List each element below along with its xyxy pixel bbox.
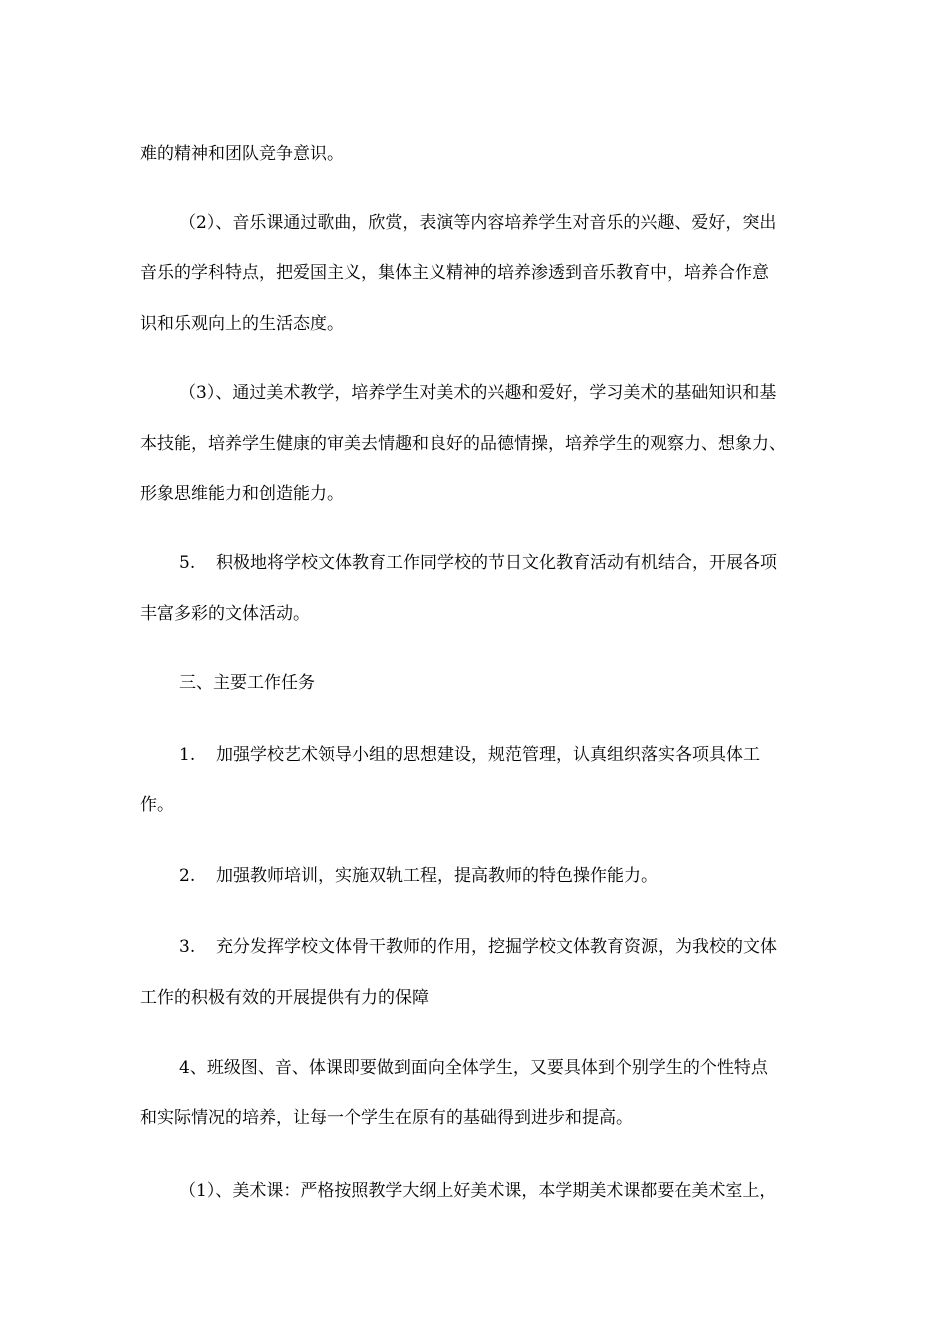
paragraph-line: 工作的积极有效的开展提供有力的保障 [140,988,429,1008]
paragraph-line: 识和乐观向上的生活态度。 [140,314,344,334]
paragraph-line: 本技能，培养学生健康的审美去情趣和良好的品德情操，培养学生的观察力、想象力、 [140,434,786,454]
list-text: 加强教师培训，实施双轨工程，提高教师的特色操作能力。 [216,866,658,886]
paragraph-line: （1）、美术课：严格按照教学大纲上好美术课，本学期美术课都要在美术室上， [179,1181,777,1201]
paragraph-line: 难的精神和团队竞争意识。 [140,144,344,164]
list-number: 5. [179,553,196,573]
paragraph-line: 形象思维能力和创造能力。 [140,484,344,504]
list-number: 3. [179,937,196,957]
numbered-line [179,548,777,578]
list-number: 1. [179,745,196,765]
numbered-line [179,861,658,891]
section-heading: 三、主要工作任务 [179,673,315,693]
paragraph-line: 音乐的学科特点，把爱国主义，集体主义精神的培养渗透到音乐教育中，培养合作意 [140,263,769,283]
paragraph-line: 4、班级图、音、体课即要做到面向全体学生，又要具体到个别学生的个性特点 [179,1058,768,1078]
list-number: 2. [179,866,196,886]
list-text: 积极地将学校文体教育工作同学校的节日文化教育活动有机结合，开展各项 [216,553,777,573]
list-text: 充分发挥学校文体骨干教师的作用，挖掘学校文体教育资源，为我校的文体 [216,937,777,957]
list-text: 加强学校艺术领导小组的思想建设，规范管理，认真组织落实各项具体工 [216,745,760,765]
paragraph-line: （2）、音乐课通过歌曲，欣赏，表演等内容培养学生对音乐的兴趣、爱好，突出 [179,213,777,233]
paragraph-line: 丰富多彩的文体活动。 [140,604,310,624]
paragraph-line: 作。 [140,795,174,815]
numbered-line [179,932,777,962]
paragraph-line: 和实际情况的培养，让每一个学生在原有的基础得到进步和提高。 [140,1108,633,1128]
numbered-line [179,740,760,770]
paragraph-line: （3）、通过美术教学，培养学生对美术的兴趣和爱好，学习美术的基础知识和基 [179,383,777,403]
